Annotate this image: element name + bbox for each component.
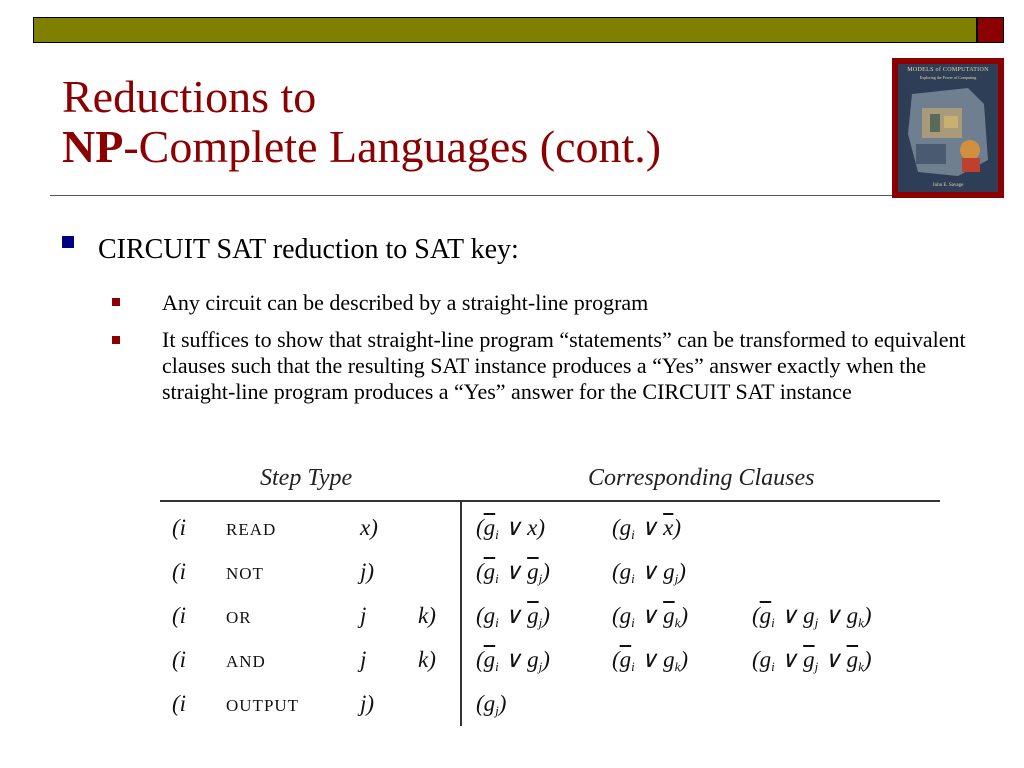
clause: ($g_i$ ∨ $g_j$): [612, 559, 686, 586]
book-cover-image: [892, 58, 1004, 198]
clause: ($g_i$ ∨ $\overline{g}_j$): [476, 603, 550, 630]
title-divider: [50, 195, 892, 196]
clause-table: [150, 460, 950, 730]
sub-bullet-icon: [112, 336, 122, 346]
step-open: (i: [172, 647, 187, 672]
step-op: OUTPUT: [226, 696, 300, 715]
step-arg2: k): [418, 647, 436, 672]
top-accent-bar: [33, 17, 977, 43]
square-bullet-icon: [62, 236, 76, 250]
book-subtitle: Exploring the Power of Computing: [919, 75, 977, 80]
clause: ($\overline{g}_i$ ∨ $g_j$ ∨ $g_k$): [752, 603, 872, 630]
step-arg1: x): [360, 515, 378, 540]
step-open: (i: [172, 691, 187, 716]
clause: ($\overline{g}_i$ ∨ x): [476, 515, 545, 542]
sub-bullet-1: Any circuit can be described by a straight-line program: [162, 290, 649, 315]
title-line-2: -Complete Languages (cont.): [123, 121, 662, 172]
top-corner-block: [977, 17, 1004, 43]
clause: ($\overline{g}_i$ ∨ $g_j$): [476, 647, 550, 674]
book-illustration: [898, 64, 998, 192]
book-cover-art: [898, 64, 998, 192]
title-np: NP: [62, 121, 124, 172]
step-op: AND: [226, 652, 266, 671]
main-bullet-text: CIRCUIT SAT reduction to SAT key:: [98, 234, 519, 265]
title-line-1: Reductions to: [62, 71, 317, 122]
sub-bullet-2: It suffices to show that straight-line program “statements” can be transformed to equivalent clauses such that the resulting SAT instance produces a “Yes” answer exactly when the straight-line program produces a “Yes” answer for the CIRCUIT SAT instance: [162, 327, 966, 404]
step-arg1: j): [360, 559, 375, 584]
step-op: NOT: [226, 564, 264, 583]
step-arg2: k): [418, 603, 436, 628]
step-arg1: j): [360, 691, 375, 716]
clause: ($g_i$ ∨ $\overline{g}_k$): [612, 603, 689, 630]
sub-bullet-icon: [112, 298, 122, 308]
step-op: OR: [226, 608, 252, 627]
step-op: READ: [226, 520, 277, 539]
clause: ($g_i$ ∨ $\overline{g}_j$ ∨ $\overline{g}_k$): [752, 647, 872, 674]
step-arg1: j: [360, 647, 367, 672]
book-author: John E. Savage: [932, 183, 964, 188]
step-open: (i: [172, 559, 187, 584]
column-divider: [460, 500, 462, 726]
step-open: (i: [172, 515, 187, 540]
header-step-type: Step Type: [260, 465, 353, 491]
slide-title: [62, 72, 661, 172]
step-arg1: j: [360, 603, 367, 628]
clause: $(g_j)$: [476, 691, 507, 718]
clause: ($\overline{g}_i$ ∨ $g_k$): [612, 647, 689, 674]
clause: ($\overline{g}_i$ ∨ $\overline{g}_j$): [476, 559, 550, 586]
step-open: (i: [172, 603, 187, 628]
clause: ($g_i$ ∨ $\overline{x}$): [612, 515, 682, 542]
header-rule: [160, 500, 940, 502]
book-title: MODELS of COMPUTATION: [907, 67, 989, 73]
header-clauses: Corresponding Clauses: [588, 465, 815, 491]
